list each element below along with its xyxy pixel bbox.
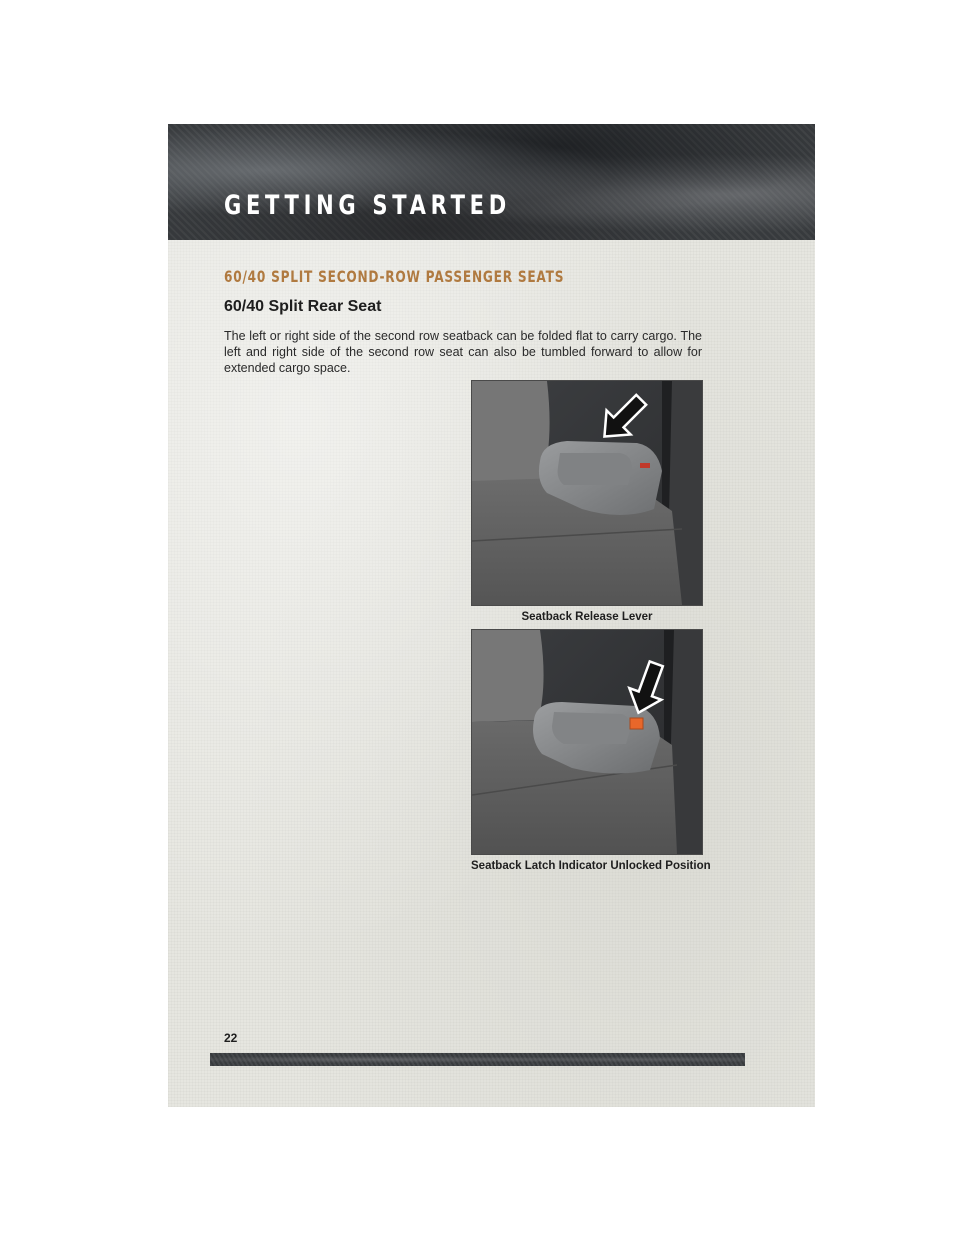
page-number: 22 xyxy=(224,1031,238,1045)
figure-caption: Seatback Release Lever xyxy=(521,611,653,623)
section-heading: 60/40 SPLIT SECOND-ROW PASSENGER SEATS xyxy=(224,267,565,286)
sub-heading: 60/40 Split Rear Seat xyxy=(224,298,382,315)
figure-caption: Seatback Latch Indicator Unlocked Position xyxy=(471,860,711,872)
body-paragraph: The left or right side of the second row seatback can be folded flat to carry cargo. The left and right side of the second row seat can also be tumbled forward to allow for extended cargo space. xyxy=(224,329,702,375)
manual-page xyxy=(168,124,815,1107)
header-banner xyxy=(168,124,815,240)
seatback-release-lever-photo xyxy=(471,380,703,606)
footer-bar xyxy=(210,1053,745,1066)
banner-title: GETTING STARTED xyxy=(224,190,511,221)
seatback-latch-indicator-photo xyxy=(471,629,703,855)
